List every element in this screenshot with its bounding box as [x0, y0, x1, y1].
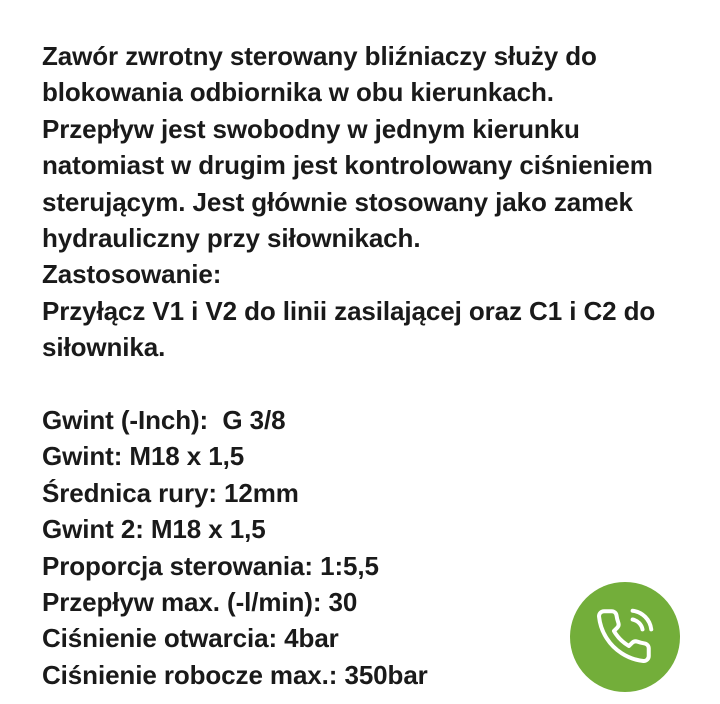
description-line: blokowania odbiornika w obu kierunkach.	[42, 77, 554, 108]
paragraph-spacer	[42, 366, 692, 402]
phone-call-icon	[595, 607, 655, 667]
spec-thread-2: Gwint 2: M18 x 1,5	[42, 514, 266, 545]
description-line: Zawór zwrotny sterowany bliźniaczy służy do	[42, 41, 597, 71]
spec-opening-pressure: Ciśnienie otwarcia: 4bar	[42, 623, 339, 654]
description-line: natomiast w drugim jest kontrolowany ciśnieniem	[42, 150, 653, 181]
usage-line: Przyłącz V1 i V2 do linii zasilającej oraz C1 i C2 do	[42, 295, 656, 326]
description-line: hydrauliczny przy siłownikach.	[42, 223, 421, 254]
spec-thread: Gwint: M18 x 1,5	[42, 441, 245, 472]
spec-max-flow: Przepływ max. (-l/min): 30	[42, 587, 358, 618]
description-line: Przepływ jest swobodny w jednym kierunku	[42, 113, 580, 144]
spec-pipe-diameter: Średnica rury: 12mm	[42, 477, 299, 508]
usage-heading: Zastosowanie:	[42, 259, 222, 290]
usage-line: siłownika.	[42, 332, 166, 363]
spec-max-working-pressure: Ciśnienie robocze max.: 350bar	[42, 659, 428, 690]
call-button[interactable]	[570, 582, 680, 692]
spec-control-ratio: Proporcja sterowania: 1:5,5	[42, 550, 379, 581]
spec-thread-inch: Gwint (-Inch): G 3/8	[42, 405, 286, 436]
description-line: sterującym. Jest głównie stosowany jako zamek	[42, 186, 633, 217]
